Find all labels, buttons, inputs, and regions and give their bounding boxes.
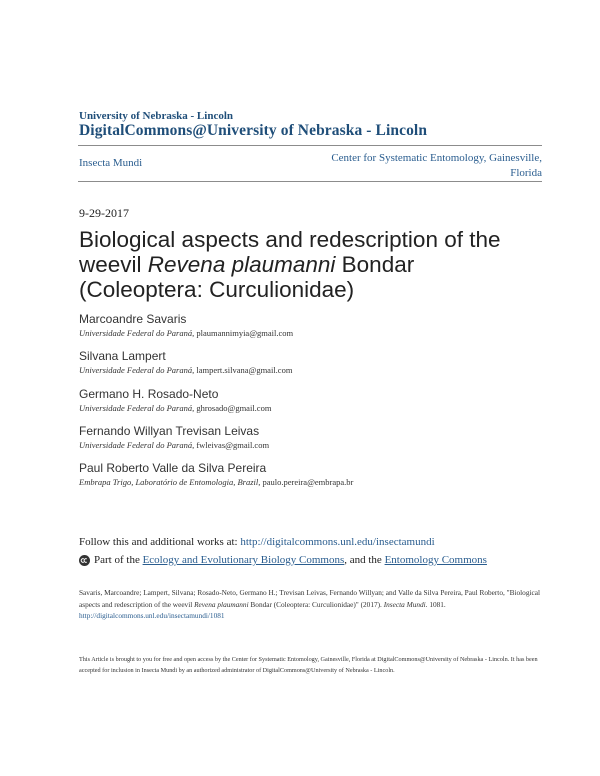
title-part1: Biological aspects and redescription of the weevil (79, 227, 501, 277)
author-name: Paul Roberto Valle da Silva Pereira (79, 461, 267, 475)
access-notice: This Article is brought to you for free and open access by the Center for Systematic Entomology, Gainesville, Florida at DigitalCommons@University of Nebraska - Lincoln. It has been accepted for inclusion in Insecta Mundi by an authorized administrator of DigitalCommons@University of Nebraska - Lincoln. (79, 656, 538, 674)
author-name: Marcoandre Savaris (79, 312, 187, 326)
part-of-prefix: Part of the (94, 554, 143, 566)
collection-url-link[interactable]: http://digitalcommons.unl.edu/insectamundi (240, 536, 435, 548)
author-affiliation: Embrapa Trigo, Laboratório de Entomologia, Brazil, paulo.pereira@embrapa.br (79, 477, 354, 487)
title-species: Revena plaumanni (147, 252, 336, 277)
creative-commons-icon (79, 555, 90, 566)
part-of-middle: , and the (344, 554, 385, 566)
author-affiliation: Universidade Federal do Paraná, plaumannimyia@gmail.com (79, 328, 294, 338)
follow-line (79, 536, 435, 548)
header-divider-top (78, 145, 542, 146)
author-affiliation: Universidade Federal do Paraná, ghrosado@gmail.com (79, 403, 272, 413)
publication-date: 9-29-2017 (79, 206, 129, 220)
entomology-commons-link[interactable]: Entomology Commons (384, 554, 487, 566)
follow-text: Follow this and additional works at: (79, 536, 241, 548)
author-name: Silvana Lampert (79, 349, 166, 363)
part-of-line (79, 554, 487, 566)
ecology-commons-link[interactable]: Ecology and Evolutionary Biology Commons (142, 554, 345, 566)
series-link[interactable]: Insecta Mundi (79, 157, 143, 169)
citation-url-link[interactable]: http://digitalcommons.unl.edu/insectamundi/1081 (79, 611, 225, 620)
author-name: Fernando Willyan Trevisan Leivas (79, 424, 260, 438)
header-divider-bottom (78, 181, 542, 182)
university-link[interactable]: University of Nebraska - Lincoln (79, 110, 233, 122)
title-part2: Bondar (Coleoptera: Curculionidae) (79, 252, 415, 302)
recommended-citation: Savaris, Marcoandre; Lampert, Silvana; Rosado-Neto, Germano H.; Trevisan Leivas, Fernando Willyan; and Valle da Silva Pereira, Paul Roberto, "Biological aspects and redescription of the weevil Revena plaumanni Bondar (Coleoptera: Curculionidae)" (2017). Insecta Mundi. 1081. http://digitalcommons.unl.edu/insectamundi/1081 (79, 588, 541, 620)
repository-link[interactable]: DigitalCommons@University of Nebraska - Lincoln (79, 122, 428, 139)
author-affiliation: Universidade Federal do Paraná, fwleivas@gmail.com (79, 440, 270, 450)
author-affiliation: Universidade Federal do Paraná, lampert.silvana@gmail.com (79, 365, 293, 375)
article-title (79, 227, 539, 302)
author-name: Germano H. Rosado-Neto (79, 387, 219, 401)
center-link[interactable]: Center for Systematic Entomology, Gainesville, Florida (331, 152, 542, 179)
